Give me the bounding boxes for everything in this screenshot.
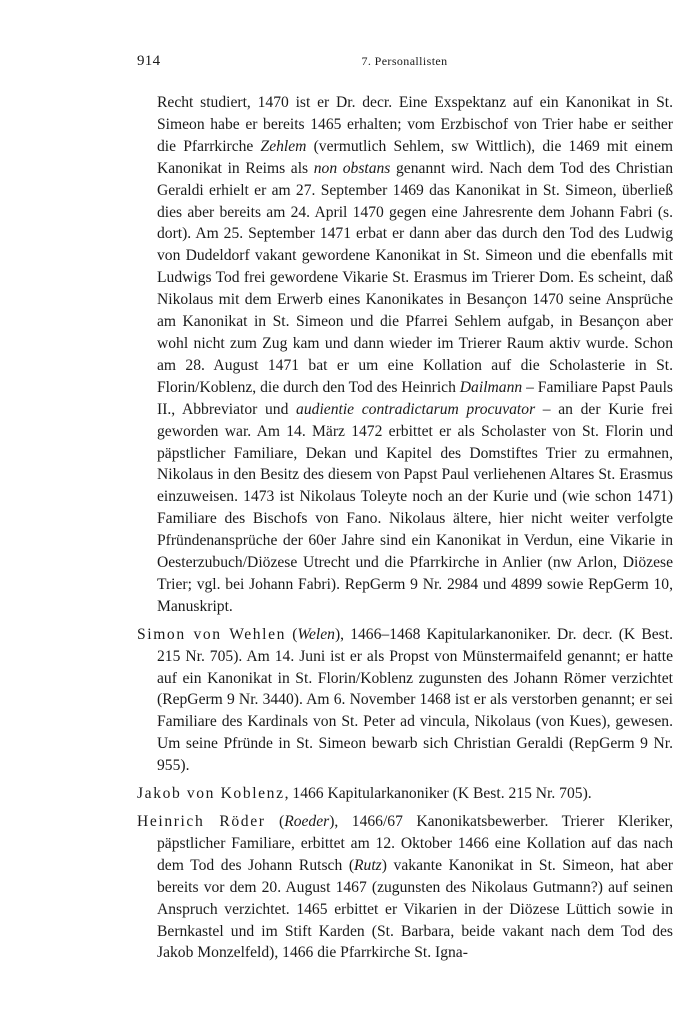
entry-name: Simon von Wehlen bbox=[137, 625, 287, 643]
entry-jakob-von-koblenz: Jakob von Koblenz, 1466 Kapitularkanoniker (K Best. 215 Nr. 705). bbox=[137, 785, 592, 803]
italic-term: audientie contradictarum procuvator bbox=[296, 400, 536, 418]
entry-name: Heinrich Röder bbox=[137, 813, 266, 830]
continuation-paragraph: Recht studiert, 1470 ist er Dr. decr. Eine Exspektanz auf ein Kanonikat in St. Simeon habe er bereits 1465 erhalten; vom Erzbischof von Trier habe er seither die Pfarrkirche Zehlem (vermutlich Sehlem, sw Wittlich), die 1469 mit einem Kanonikat in Reims als non obstans genannt wird. Nach dem Tod des Christian Geraldi erhielt er am 27. September 1469 das Kanonikat in St. Simeon, überließ dies aber bereits am 24. April 1470 gegen eine Jahresrente dem Johann Fabri (s. dort). Am 25. September 1471 erbat er dann aber das durch den Tod des Ludwig von Dudeldorf vakant gewordene Kanonikat in St. Simeon und die ebenfalls mit Ludwigs Tod frei gewordene Vikarie St. Erasmus im Trierer Dom. Es scheint, daß Nikolaus mit dem Erwerb eines Kanonikates in Besançon 1470 seine Ansprüche am Kanonikat in St. Simeon und die Pfarrei Sehlem aufgab, in Besançon aber wohl nicht zum Zug kam und dann wieder im Trierer Raum aktiv wurde. Schon am 28. August 1471 bat er um eine Kollation auf die Scholasterie in St. Florin/Koblenz, die durch den Tod des Heinrich Dailmann – Familiare Papst Pauls II., Abbreviator und audientie contradictarum procuvator – an der Kurie frei geworden war. Am 14. März 1472 erbittet er als Scholaster von St. Florin und päpstlicher Familiare, Dekan und Kapitel des Domstiftes Trier zu ermahnen, Nikolaus in den Besitz des diesem von Papst Paul verliehenen Altares St. Erasmus einzuweisen. 1473 ist Nikolaus Toleyte noch an der Kurie und (wie schon 1471) Familiare des Bischofs von Fano. Nikolaus ältere, hier nicht weiter verfolgte Pfründenansprüche der 60er Jahre sind ein Kanonikat in Verdun, eine Vikarie in Oesterzubuch/Diözese Utrecht und die Pfarrkirche in Anlier (nw Arlon, Diözese Trier; vgl. bei Johann Fabri). RepGerm 9 Nr. 2984 und 4899 sowie RepGerm 10, Manuskript. bbox=[157, 94, 674, 615]
italic-term: non obstans bbox=[313, 159, 391, 177]
italic-term: Dailmann bbox=[459, 378, 523, 396]
entry-alias: Roeder bbox=[284, 813, 330, 830]
running-title: 7. Personallisten bbox=[361, 54, 448, 68]
entry-name: Jakob von Koblenz bbox=[137, 785, 285, 803]
running-head bbox=[137, 53, 672, 73]
body-text bbox=[137, 92, 673, 964]
page-number: 914 bbox=[137, 53, 161, 69]
entry-simon-von-wehlen: Simon von Wehlen (Welen), 1466–1468 Kapitularkanoniker. Dr. decr. (K Best. 215 Nr. 705). Am 14. Juni ist er als Propst von Münstermaifeld genannt; er hatte auf ein Kanonikat in St. Florin/Koblenz zugunsten des Johann Römer verzichtet (RepGerm 9 Nr. 3440). Am 6. November 1468 ist er als verstorben genannt; er sei Familiare des Kardinals von St. Peter ad vincula, Nikolaus (von Kues), gewesen. Um seine Pfründe in St. Simeon bewarb sich Christian Geraldi (RepGerm 9 Nr. 955). bbox=[137, 625, 673, 775]
entry-alias: Rutz bbox=[354, 856, 382, 874]
entry-alias: Welen bbox=[297, 625, 335, 643]
entry-heinrich-roeder: Heinrich Röder (Roeder), 1466/67 Kanonikatsbewerber. Trierer Kleriker, päpstlicher Familiare, erbittet am 12. Oktober 1466 eine Kollation auf das nach dem Tod des Johann Rutsch (Rutz) vakante Kanonikat in St. Simeon, hat aber bereits vor dem 20. August 1467 (zugunsten des Nikolaus Gutmann?) auf seinen Anspruch verzichtet. 1465 erbittet er Vikarien in der Diözese Lüttich sowie in Bernkastel und im Stift Karden (St. Barbara, beide vakant nach dem Tod des Jakob Monzelfeld), 1466 die Pfarrkirche St. Igna- bbox=[137, 813, 674, 962]
italic-term: Zehlem bbox=[260, 137, 307, 155]
